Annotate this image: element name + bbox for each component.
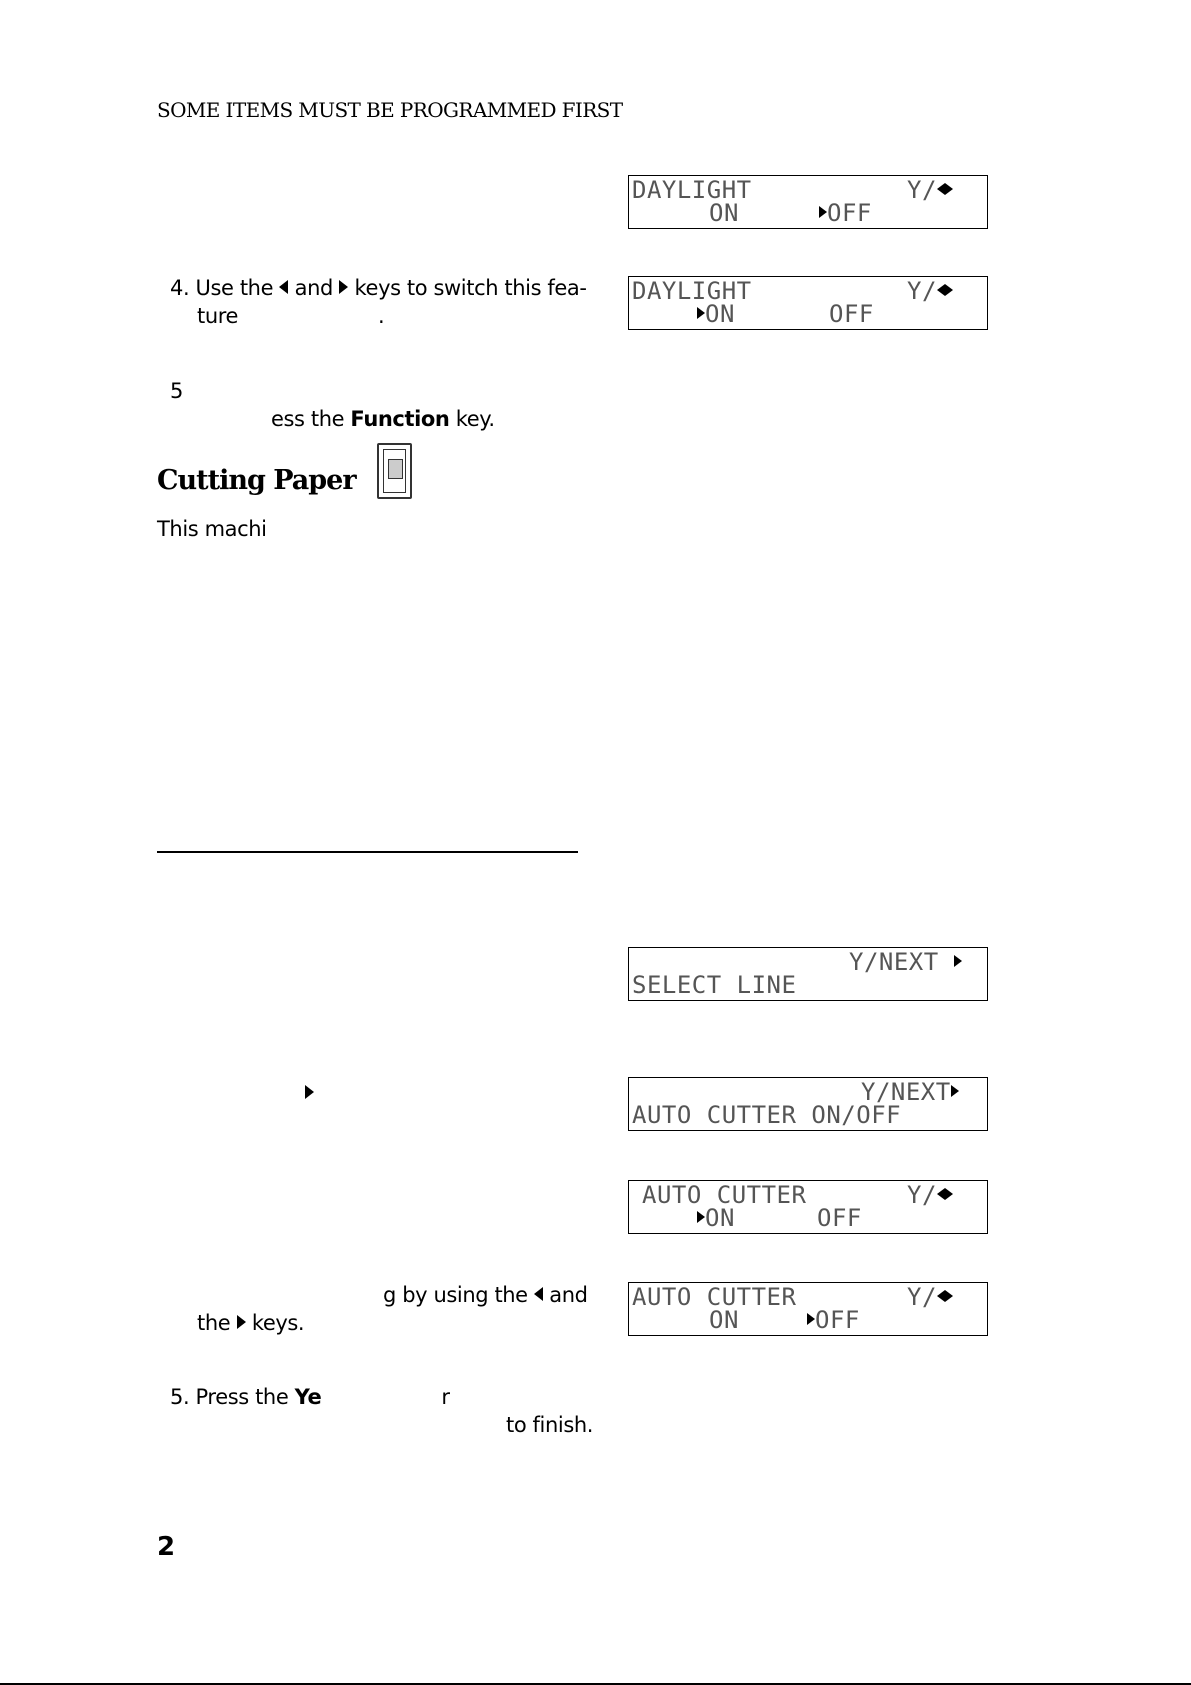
lcd-option-off: OFF (829, 300, 874, 328)
lcd-line1-right: Y/ (907, 278, 953, 304)
left-arrow-icon (937, 1188, 945, 1200)
lcd-line1-right: Y/NEXT (849, 949, 962, 975)
page-header: SOME ITEMS MUST BE PROGRAMMED FIRST (157, 98, 623, 122)
step-5b-line1: 5. Press the Ye r (170, 1385, 450, 1409)
lcd-line1-right: Y/ (907, 1284, 953, 1310)
lcd-line1: DAYLIGHT (632, 176, 752, 204)
lcd-display-daylight-on (628, 276, 988, 330)
function-panel-icon (377, 443, 412, 499)
step-4-line1: 4. Use the and keys to switch this fea- (170, 276, 587, 300)
lcd-display-daylight-off (628, 175, 988, 229)
left-arrow-icon (937, 284, 945, 296)
lcd-line2: AUTO CUTTER ON/OFF (632, 1101, 902, 1129)
lcd-option-off-selected: OFF (819, 200, 872, 226)
right-arrow-icon (945, 1290, 953, 1302)
page-number: 2 (157, 1532, 176, 1562)
right-arrow-icon (951, 1085, 959, 1097)
divider (157, 851, 578, 853)
section-intro: This machi (157, 517, 267, 541)
selection-arrow-icon (697, 1211, 705, 1223)
step-4b-line1: g by using the and (383, 1283, 588, 1307)
lcd-line2: SELECT LINE (632, 971, 797, 999)
lcd-display-auto-cutter-off (628, 1282, 988, 1336)
right-arrow-icon (954, 955, 962, 967)
step-5-line2: ess the Function key. (271, 407, 495, 431)
selection-arrow-icon (697, 307, 705, 319)
section-title: Cutting Paper (157, 465, 356, 496)
lcd-display-select-line (628, 947, 988, 1001)
step-4b-line2: the keys. (197, 1311, 305, 1335)
right-key-icon (305, 1085, 314, 1099)
lcd-option-off-selected: OFF (807, 1307, 860, 1333)
lcd-line1-right: Y/ (907, 177, 953, 203)
step-5b-line2: to finish. (506, 1413, 594, 1437)
lcd-display-auto-cutter-menu (628, 1077, 988, 1131)
lcd-option-on: ON (709, 199, 739, 227)
lcd-option-on-selected: ON (697, 1205, 735, 1231)
lcd-option-on: ON (709, 1306, 739, 1334)
step-5-number: 5 (170, 379, 183, 403)
selection-arrow-icon (819, 206, 827, 218)
lcd-line1-right: Y/NEXT (861, 1079, 959, 1105)
lcd-line1-right: Y/ (907, 1182, 953, 1208)
selection-arrow-icon (807, 1313, 815, 1325)
lcd-line1: AUTO CUTTER (642, 1181, 807, 1209)
right-arrow-icon (945, 183, 953, 195)
left-key-icon (279, 280, 288, 294)
lcd-option-off: OFF (817, 1204, 862, 1232)
lcd-display-auto-cutter-on (628, 1180, 988, 1234)
lcd-line1: DAYLIGHT (632, 277, 752, 305)
right-key-icon (339, 280, 348, 294)
right-key-icon (237, 1315, 246, 1329)
lcd-option-on-selected: ON (697, 301, 735, 327)
right-arrow-icon (945, 284, 953, 296)
left-key-icon (534, 1287, 543, 1301)
lcd-line1: AUTO CUTTER (632, 1283, 797, 1311)
right-arrow-icon (945, 1188, 953, 1200)
left-arrow-icon (937, 1290, 945, 1302)
left-arrow-icon (937, 183, 945, 195)
step-4-line2: ture . (197, 304, 385, 328)
